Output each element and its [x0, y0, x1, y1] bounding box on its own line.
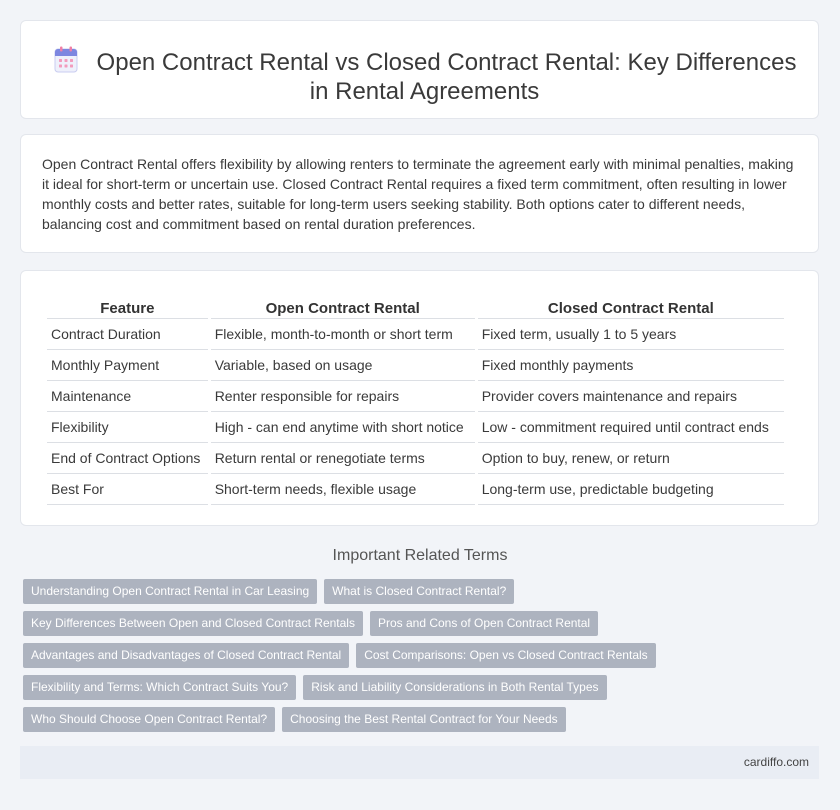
- table-cell: Return rental or renegotiate terms: [211, 443, 475, 474]
- table-cell: Variable, based on usage: [211, 350, 475, 381]
- footer: [20, 746, 819, 779]
- table-header-feature: Feature: [47, 295, 208, 319]
- comparison-table-card: [20, 270, 819, 526]
- tag-row: [23, 707, 683, 739]
- related-term-link[interactable]: Who Should Choose Open Contract Rental?: [23, 707, 275, 732]
- table-row: [47, 350, 784, 381]
- related-term-link[interactable]: Flexibility and Terms: Which Contract Suits You?: [23, 675, 296, 700]
- related-terms-list: [23, 579, 683, 739]
- related-term-link[interactable]: Understanding Open Contract Rental in Car Leasing: [23, 579, 317, 604]
- related-term-link[interactable]: Advantages and Disadvantages of Closed Contract Rental: [23, 643, 349, 668]
- table-header-closed: Closed Contract Rental: [478, 295, 784, 319]
- table-cell: Monthly Payment: [47, 350, 208, 381]
- table-row: [47, 474, 784, 505]
- table-cell: Low - commitment required until contract ends: [478, 412, 784, 443]
- table-cell: Flexibility: [47, 412, 208, 443]
- related-term-link[interactable]: Pros and Cons of Open Contract Rental: [370, 611, 598, 636]
- table-row: [47, 319, 784, 350]
- table-cell: Long-term use, predictable budgeting: [478, 474, 784, 505]
- table-row: [47, 443, 784, 474]
- header-card: [20, 20, 819, 119]
- tag-row: [23, 643, 683, 675]
- calendar-icon: [53, 46, 79, 74]
- table-cell: Contract Duration: [47, 319, 208, 350]
- comparison-table: [44, 295, 787, 505]
- tag-row: [23, 611, 683, 643]
- intro-card: [20, 134, 819, 253]
- table-cell: Flexible, month-to-month or short term: [211, 319, 475, 350]
- table-cell: Best For: [47, 474, 208, 505]
- related-term-link[interactable]: Risk and Liability Considerations in Both Rental Types: [303, 675, 606, 700]
- intro-paragraph: Open Contract Rental offers flexibility by allowing renters to terminate the agreement early with minimal penalties, making it ideal for short-term or uncertain use. Closed Contract Rental requires a fixed term commitment, often resulting in lower monthly costs and better rates, suitable for long-term users seeking stability. Both options cater to different needs, balancing cost and commitment based on rental duration preferences.: [42, 156, 794, 232]
- related-term-link[interactable]: Choosing the Best Rental Contract for Your Needs: [282, 707, 566, 732]
- table-cell: Fixed term, usually 1 to 5 years: [478, 319, 784, 350]
- related-term-link[interactable]: Cost Comparisons: Open vs Closed Contract Rentals: [356, 643, 655, 668]
- tag-row: [23, 579, 683, 611]
- page-title: Open Contract Rental vs Closed Contract Rental: Key Differences in Rental Agreements: [96, 49, 797, 105]
- table-cell: Provider covers maintenance and repairs: [478, 381, 784, 412]
- page-title-wrap: [51, 46, 798, 106]
- related-term-link[interactable]: What is Closed Contract Rental?: [324, 579, 514, 604]
- table-cell: High - can end anytime with short notice: [211, 412, 475, 443]
- table-header-row: [47, 295, 784, 319]
- table-header-open: Open Contract Rental: [211, 295, 475, 319]
- related-term-link[interactable]: Key Differences Between Open and Closed Contract Rentals: [23, 611, 363, 636]
- tag-row: [23, 675, 683, 707]
- table-row: [47, 412, 784, 443]
- table-cell: Maintenance: [47, 381, 208, 412]
- table-cell: End of Contract Options: [47, 443, 208, 474]
- table-cell: Fixed monthly payments: [478, 350, 784, 381]
- table-row: [47, 381, 784, 412]
- table-cell: Short-term needs, flexible usage: [211, 474, 475, 505]
- footer-site-name: cardiffo.com: [743, 755, 809, 769]
- related-terms-title: Important Related Terms: [332, 547, 508, 564]
- table-cell: Option to buy, renew, or return: [478, 443, 784, 474]
- table-cell: Renter responsible for repairs: [211, 381, 475, 412]
